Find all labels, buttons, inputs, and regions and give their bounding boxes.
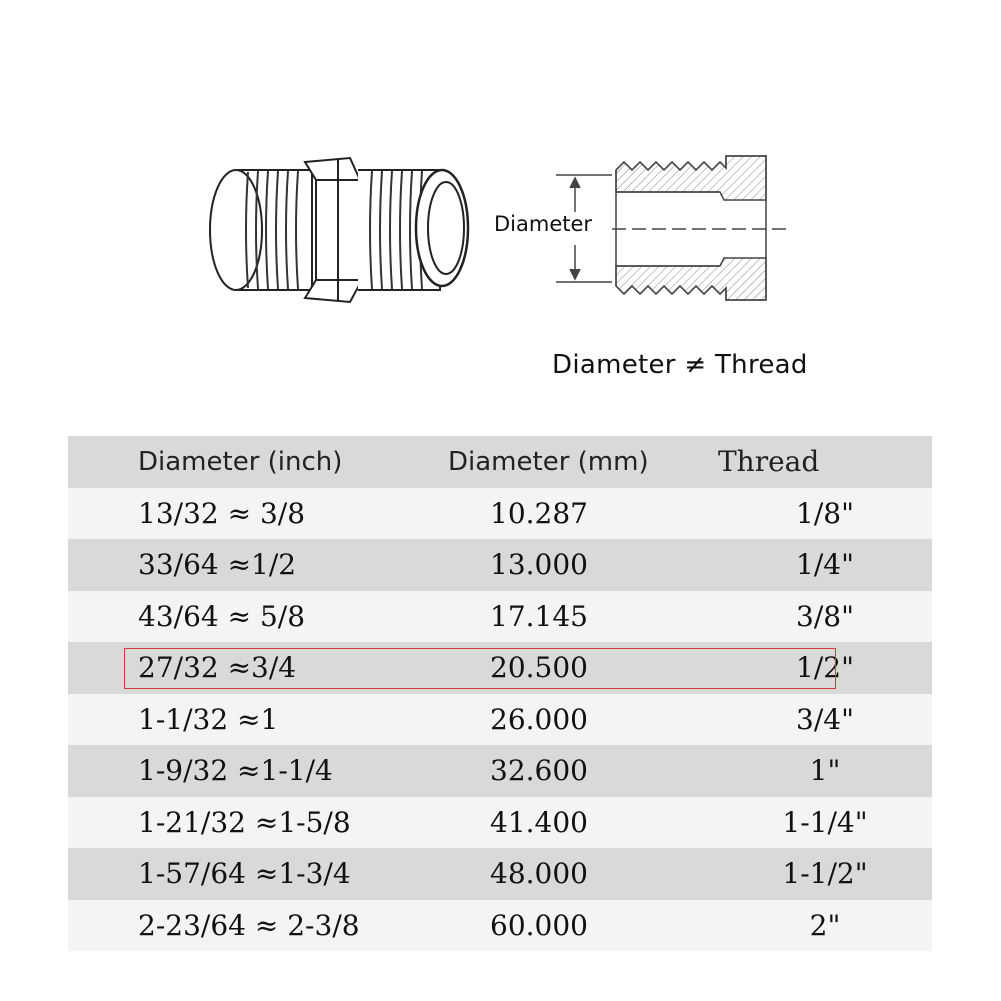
table-row: [68, 797, 932, 849]
cell-thread: 1-1/2": [782, 857, 868, 891]
cell-diameter-inch: 1-57/64 ≈1-3/4: [138, 857, 351, 891]
cell-diameter-mm: 60.000: [490, 908, 588, 942]
hex-nipple-drawing: [210, 158, 468, 302]
header-thread: Thread: [718, 445, 820, 479]
table-row: [68, 848, 932, 900]
cell-diameter-mm: 13.000: [490, 548, 588, 582]
cell-thread: 1/2": [796, 651, 854, 685]
cell-diameter-inch: 33/64 ≈1/2: [138, 548, 297, 582]
table-header-row: [68, 436, 932, 488]
cell-diameter-mm: 20.500: [490, 651, 588, 685]
cell-diameter-inch: 27/32 ≈3/4: [138, 651, 297, 685]
cell-diameter-inch: 1-9/32 ≈1-1/4: [138, 754, 333, 788]
cell-diameter-inch: 43/64 ≈ 5/8: [138, 599, 306, 633]
cell-diameter-inch: 1-1/32 ≈1: [138, 702, 279, 736]
table-row: [68, 694, 932, 746]
table-row: [68, 900, 932, 952]
fitting-illustration: [0, 0, 1001, 420]
table-row: [68, 745, 932, 797]
table-row-highlighted: [68, 642, 932, 694]
diameter-thread-table: [68, 436, 932, 951]
diameter-thread-caption: Diameter ≠ Thread: [552, 350, 808, 380]
cell-thread: 3/8": [796, 599, 854, 633]
cell-diameter-mm: 17.145: [490, 599, 588, 633]
cell-diameter-mm: 41.400: [490, 805, 588, 839]
cell-diameter-inch: 1-21/32 ≈1-5/8: [138, 805, 351, 839]
diameter-label: Diameter: [494, 212, 593, 236]
cell-diameter-inch: 2-23/64 ≈ 2-3/8: [138, 908, 360, 942]
table-row: [68, 539, 932, 591]
cell-thread: 1": [809, 754, 841, 788]
cell-diameter-mm: 10.287: [490, 496, 588, 530]
cell-thread: 2": [809, 908, 841, 942]
header-diameter-mm: Diameter (mm): [448, 446, 649, 477]
cell-thread: 3/4": [796, 702, 854, 736]
cell-diameter-inch: 13/32 ≈ 3/8: [138, 496, 306, 530]
cell-diameter-mm: 26.000: [490, 702, 588, 736]
cell-diameter-mm: 32.600: [490, 754, 588, 788]
cell-thread: 1/4": [796, 548, 854, 582]
table-row: [68, 591, 932, 643]
cell-diameter-mm: 48.000: [490, 857, 588, 891]
header-diameter-inch: Diameter (inch): [138, 446, 343, 477]
cell-thread: 1/8": [796, 496, 854, 530]
table-row: [68, 488, 932, 540]
cell-thread: 1-1/4": [782, 805, 868, 839]
